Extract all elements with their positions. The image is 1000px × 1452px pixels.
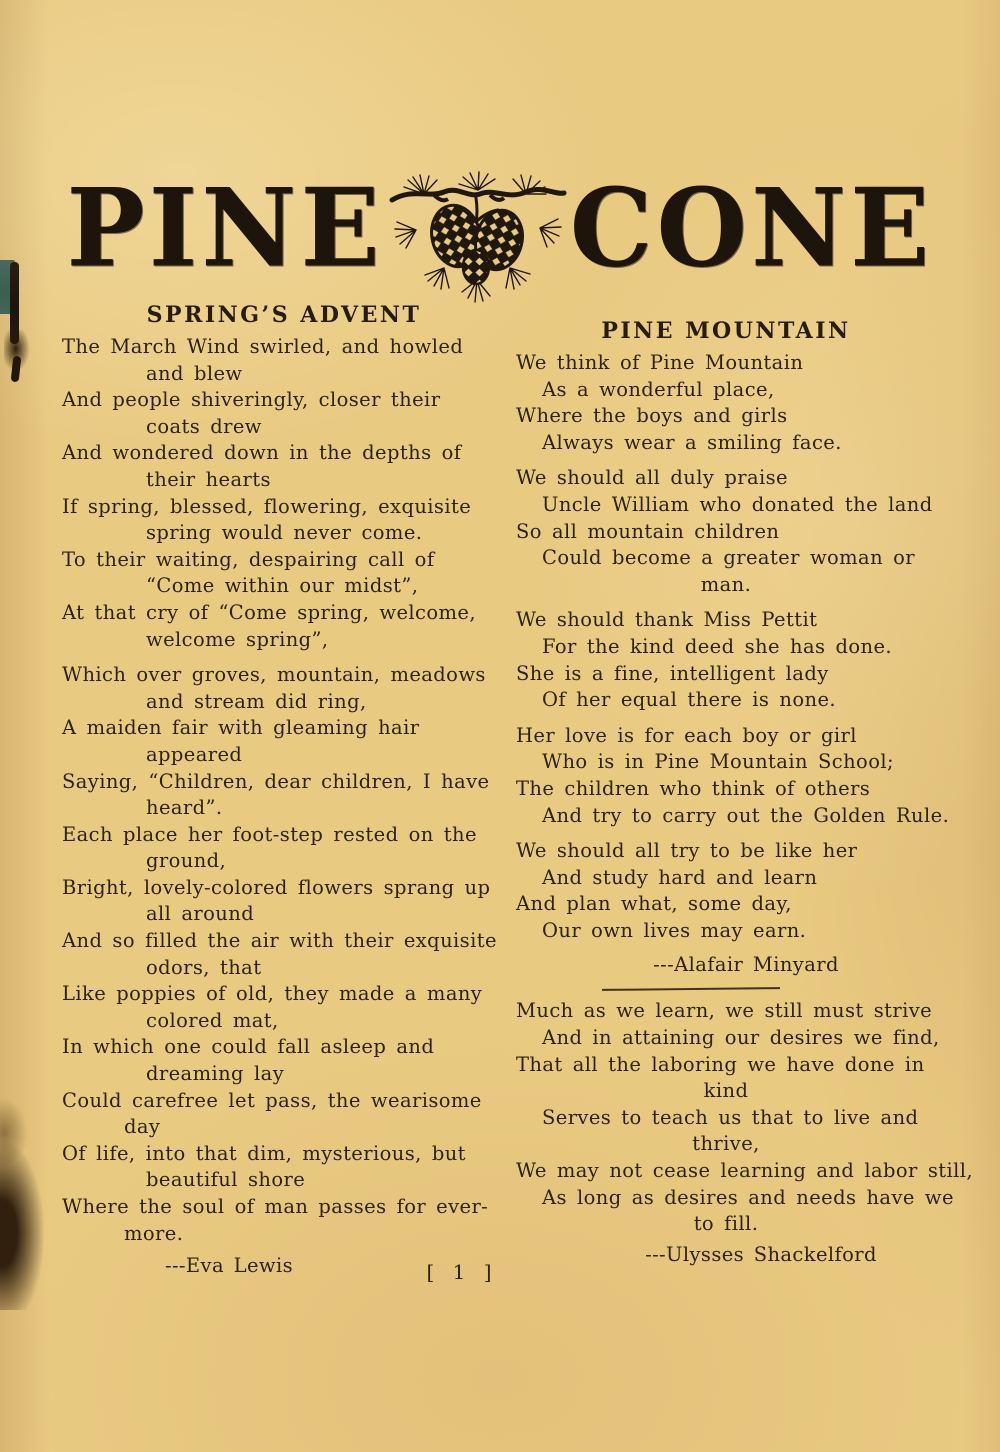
- right-poem-body: [510, 350, 950, 944]
- masthead: [0, 163, 1000, 300]
- third-poem-attribution: ---Ulysses Shackelford: [645, 1242, 877, 1266]
- poem-line: And people shiveringly, closer their: [62, 388, 441, 412]
- poem-line: She is a fine, intelligent lady: [516, 661, 829, 685]
- poem-line: And so filled the air with their exquisite: [62, 929, 497, 953]
- poem-line: In which one could fall asleep and: [62, 1035, 435, 1059]
- poem-line: Her love is for each boy or girl: [516, 723, 857, 747]
- left-column: [62, 302, 506, 1279]
- poem-line: “Come within our midst”,: [146, 574, 419, 598]
- binding-stain-dark: [0, 1140, 44, 1310]
- poem-line: spring would never come.: [146, 521, 423, 545]
- poem-line: colored mat,: [146, 1008, 279, 1032]
- left-poem-title: SPRING’S ADVENT: [146, 302, 422, 328]
- poem-line: Serves to teach us that to live and: [542, 1105, 919, 1129]
- poem-line: That all the laboring we have done in: [516, 1052, 925, 1076]
- left-poem-body: [62, 334, 506, 1247]
- right-column: [510, 318, 973, 1279]
- poem-line: man.: [700, 572, 752, 596]
- poem-line: dreaming lay: [146, 1062, 285, 1086]
- section-divider-rule: [602, 988, 780, 992]
- poem-line: Much as we learn, we still must strive: [516, 999, 933, 1023]
- poem-line: If spring, blessed, flowering, exquisite: [62, 494, 472, 518]
- left-poem-attribution: ---Eva Lewis: [164, 1254, 294, 1278]
- poem-line: Of her equal there is none.: [542, 688, 836, 712]
- poem-line: Of life, into that dim, mysterious, but: [62, 1141, 466, 1165]
- page-number: [ 1 ]: [426, 1260, 498, 1284]
- poem-line: We should thank Miss Pettit: [516, 608, 818, 632]
- masthead-title-cone: CONE: [569, 163, 934, 292]
- poem-line: coats drew: [146, 414, 262, 438]
- poem-line: Where the boys and girls: [516, 404, 788, 428]
- poem-line: and blew: [146, 361, 243, 385]
- poem-line: heard”.: [146, 796, 223, 820]
- poem-line: We should all duly praise: [516, 466, 788, 490]
- poem-line: appeared: [146, 742, 243, 766]
- pine-branch: [392, 189, 564, 200]
- poem-line: kind: [703, 1079, 749, 1103]
- poem-columns: [0, 300, 1000, 1279]
- poem-line: A maiden fair with gleaming hair: [62, 716, 420, 740]
- poem-line: more.: [124, 1221, 184, 1245]
- poem-line: At that cry of “Come spring, welcome,: [62, 600, 476, 624]
- masthead-title-pine: PINE: [66, 163, 384, 292]
- poem-line: Always wear a smiling face.: [542, 430, 842, 454]
- poem-line: As long as desires and needs have we: [542, 1185, 954, 1209]
- third-poem-body: [510, 998, 973, 1237]
- poem-line: welcome spring”,: [146, 627, 329, 651]
- poem-line: their hearts: [146, 467, 271, 491]
- poem-line: To their waiting, despairing call of: [62, 547, 435, 571]
- right-poem-title: PINE MOUNTAIN: [601, 318, 851, 344]
- poem-line: odors, that: [146, 955, 262, 979]
- poem-line: And wondered down in the depths of: [62, 441, 462, 465]
- poem-line: And try to carry out the Golden Rule.: [542, 803, 950, 827]
- poem-line: day: [124, 1115, 161, 1139]
- poem-line: We should all try to be like her: [516, 839, 858, 863]
- poem-line: Who is in Pine Mountain School;: [542, 750, 894, 774]
- poem-line: ground,: [146, 849, 227, 873]
- poem-line: Bright, lovely-colored flowers sprang up: [62, 875, 491, 899]
- poem-line: And study hard and learn: [542, 865, 818, 889]
- poem-line: Each place her foot-step rested on the: [62, 822, 477, 846]
- poem-line: Saying, “Children, dear children, I have: [62, 769, 490, 793]
- right-poem-attribution: ---Alafair Minyard: [653, 953, 839, 977]
- poem-line: Could become a greater woman or: [542, 546, 916, 570]
- poem-line: to fill.: [693, 1212, 759, 1236]
- pinecone-illustration-icon: [386, 168, 568, 306]
- poem-line: For the kind deed she has done.: [542, 634, 893, 658]
- poem-line: Like poppies of old, they made a many: [62, 982, 483, 1006]
- poem-line: We may not cease learning and labor still,: [516, 1159, 973, 1183]
- poem-line: As a wonderful place,: [542, 377, 775, 401]
- poem-line: Could carefree let pass, the wearisome: [62, 1088, 482, 1112]
- poem-line: beautiful shore: [146, 1168, 306, 1192]
- poem-line: Which over groves, mountain, meadows: [62, 663, 486, 687]
- poem-line: thrive,: [692, 1132, 760, 1156]
- poem-line: The March Wind swirled, and howled: [62, 335, 464, 358]
- poem-line: The children who think of others: [516, 776, 871, 800]
- poem-line: And plan what, some day,: [516, 892, 792, 916]
- poem-line: Uncle William who donated the land: [542, 492, 933, 516]
- poem-line: We think of Pine Mountain: [516, 351, 804, 374]
- poem-line: and stream did ring,: [146, 689, 367, 713]
- poem-line: all around: [146, 902, 255, 926]
- poem-line: Where the soul of man passes for ever-: [62, 1195, 489, 1218]
- poem-line: Our own lives may earn.: [542, 918, 807, 942]
- poem-line: And in attaining our desires we find,: [542, 1026, 940, 1050]
- poem-line: So all mountain children: [516, 519, 780, 543]
